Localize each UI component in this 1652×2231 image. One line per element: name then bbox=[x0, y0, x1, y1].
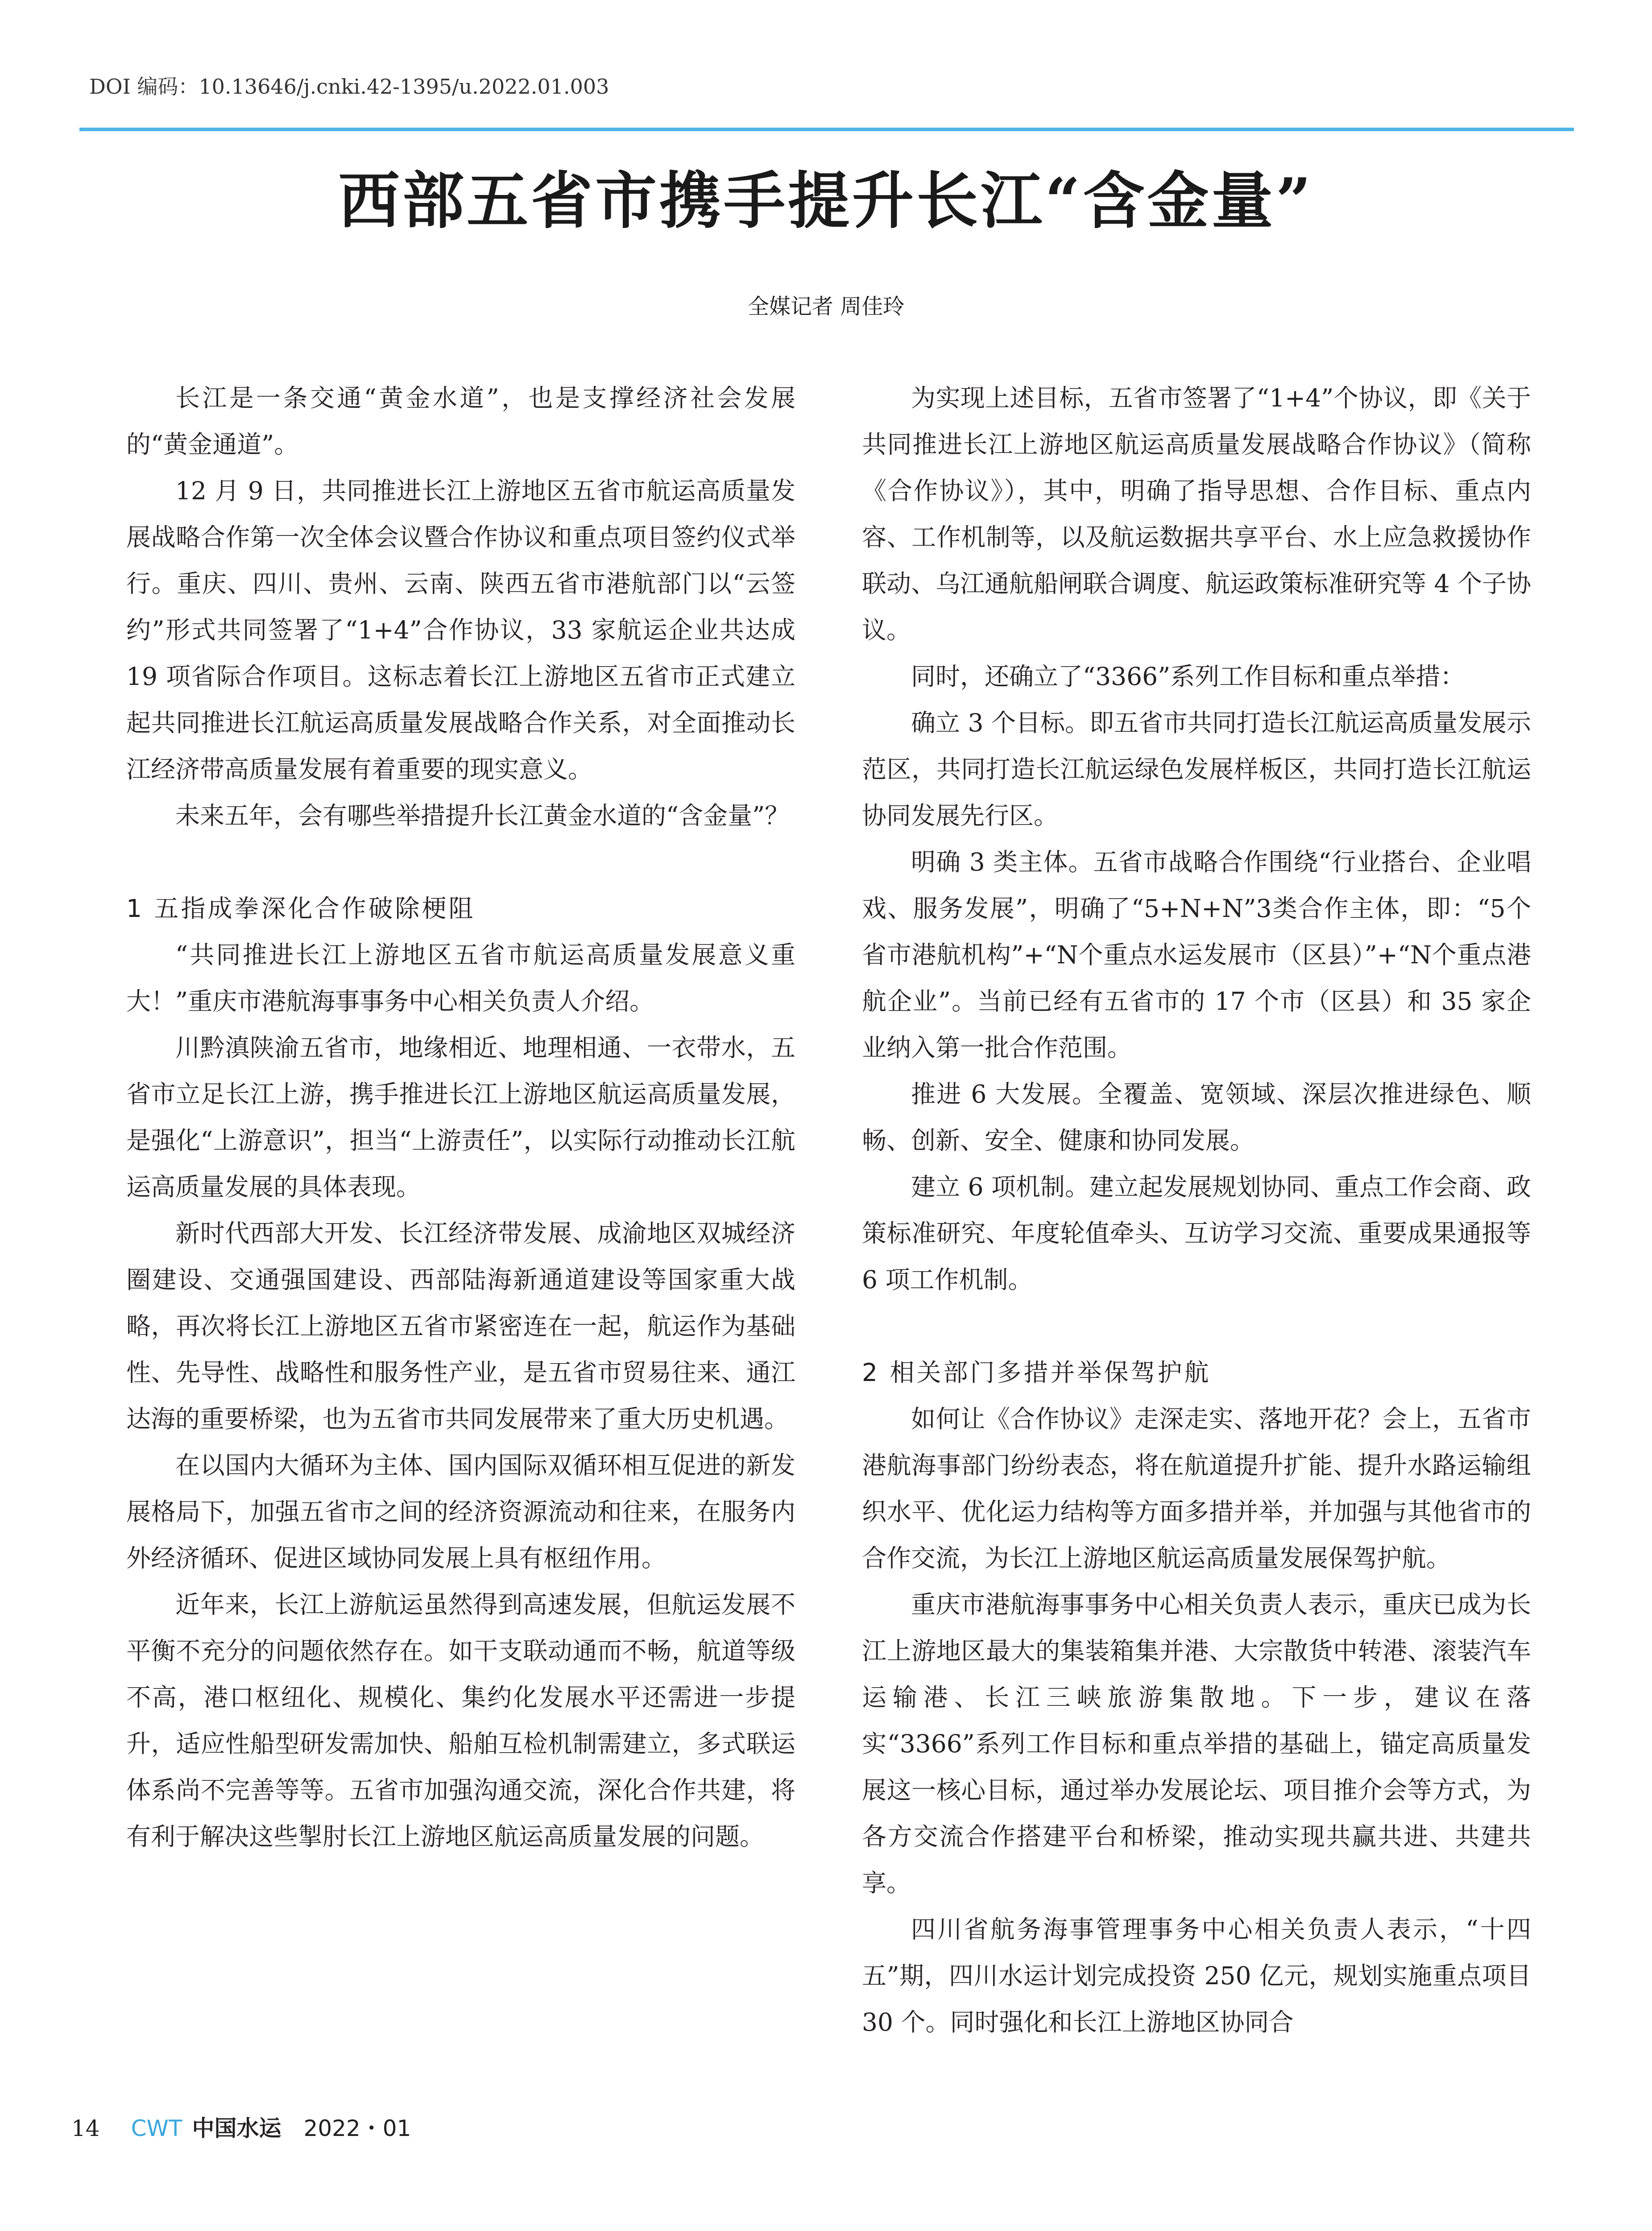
body-paragraph: 长江是一条交通“黄金水道”，也是支撑经济社会发展的“黄金通道”。 bbox=[126, 384, 795, 459]
page-footer bbox=[71, 2111, 411, 2143]
body-paragraph: 建立 6 项机制。建立起发展规划协同、重点工作会商、政策标准研究、年度轮值牵头、互访学习交流、重要成果通报等 6 项工作机制。 bbox=[862, 1173, 1531, 1294]
body-paragraph: 同时，还确立了“3366”系列工作目标和重点举措： bbox=[911, 662, 1465, 691]
magazine-name: 中国水运 bbox=[192, 2115, 282, 2141]
body-paragraph: 四川省航务海事管理事务中心相关负责人表示，“十四五”期，四川水运计划完成投资 250 亿元，规划实施重点项目 30 个。同时强化和长江上游地区协同合 bbox=[862, 1915, 1531, 2036]
section-gap bbox=[126, 839, 795, 885]
section-gap bbox=[862, 1303, 1531, 1349]
doi-code: DOI 编码：10.13646/j.cnki.42-1395/u.2022.01.003 bbox=[89, 75, 609, 99]
brand-logo-text: CWT bbox=[131, 2115, 182, 2141]
body-paragraph: “共同推进长江上游地区五省市航运高质量发展意义重大！”重庆市港航海事事务中心相关负责人介绍。 bbox=[126, 941, 795, 1016]
body-paragraph: 未来五年，会有哪些举措提升长江黄金水道的“含金量”？ bbox=[175, 801, 790, 830]
body-paragraph: 明确 3 类主体。五省市战略合作围绕“行业搭台、企业唱戏、服务发展”，明确了“5+N+N”3类合作主体，即：“5个省市港航机构”+“N个重点水运发展市（区县）”+“N个重点港航企业”。当前已经有五省市的 17 个市（区县）和 35 家企业纳入第一批合作范围。 bbox=[862, 848, 1531, 1062]
body-paragraph: 新时代西部大开发、长江经济带发展、成渝地区双城经济圈建设、交通强国建设、西部陆海新通道建设等国家重大战略，再次将长江上游地区五省市紧密连在一起，航运作为基础性、先导性、战略性和服务性产业，是五省市贸易往来、通江达海的重要桥梁，也为五省市共同发展带来了重大历史机遇。 bbox=[126, 1219, 795, 1433]
body-paragraph: 为实现上述目标，五省市签署了“1+4”个协议，即《关于共同推进长江上游地区航运高质量发展战略合作协议》（简称《合作协议》），其中，明确了指导思想、合作目标、重点内容、工作机制等，以及航运数据共享平台、水上应急救援协作联动、乌江通航船闸联合调度、航运政策标准研究等 4 个子协议。 bbox=[862, 384, 1531, 644]
section-heading: 2 相关部门多措并举保驾护航 bbox=[862, 1358, 1211, 1387]
issue-number: 2022・01 bbox=[303, 2115, 411, 2141]
body-paragraph: 川黔滇陕渝五省市，地缘相近、地理相通、一衣带水，五省市立足长江上游，携手推进长江上游地区航运高质量发展，是强化“上游意识”，担当“上游责任”，以实际行动推动长江航运高质量发展的具体表现。 bbox=[126, 1033, 795, 1201]
body-paragraph: 在以国内大循环为主体、国内国际双循环相互促进的新发展格局下，加强五省市之间的经济资源流动和往来，在服务内外经济循环、促进区域协同发展上具有枢纽作用。 bbox=[126, 1451, 795, 1572]
page-number: 14 bbox=[71, 2115, 100, 2141]
article-byline: 全媒记者 周佳玲 bbox=[747, 294, 905, 319]
body-paragraph: 推进 6 大发展。全覆盖、宽领域、深层次推进绿色、顺畅、创新、安全、健康和协同发展。 bbox=[862, 1080, 1531, 1155]
body-paragraph: 如何让《合作协议》走深走实、落地开花？会上，五省市港航海事部门纷纷表态，将在航道提升扩能、提升水路运输组织水平、优化运力结构等方面多措并举，并加强与其他省市的合作交流，为长江上游地区航运高质量发展保驾护航。 bbox=[862, 1405, 1531, 1572]
body-paragraph: 近年来，长江上游航运虽然得到高速发展，但航运发展不平衡不充分的问题依然存在。如干支联动通而不畅，航道等级不高，港口枢纽化、规模化、集约化发展水平还需进一步提升，适应性船型研发需加快、船舶互检机制需建立，多式联运体系尚不完善等等。五省市加强沟通交流，深化合作共建，将有利于解决这些掣肘长江上游地区航运高质量发展的问题。 bbox=[126, 1590, 795, 1851]
left-column bbox=[126, 375, 795, 1860]
section-heading: 1 五指成拳深化合作破除梗阻 bbox=[126, 894, 476, 923]
header-rule bbox=[79, 128, 1574, 131]
right-column bbox=[862, 375, 1531, 2045]
body-paragraph: 重庆市港航海事事务中心相关负责人表示，重庆已成为长江上游地区最大的集装箱集并港、大宗散货中转港、滚装汽车运输港、长江三峡旅游集散地。下一步，建议在落实“3366”系列工作目标和重点举措的基础上，锚定高质量发展这一核心目标，通过举办发展论坛、项目推介会等方式，为各方交流合作搭建平台和桥梁，推动实现共赢共进、共建共享。 bbox=[862, 1590, 1531, 1897]
article-title: 西部五省市携手提升长江“含金量” bbox=[338, 164, 1314, 237]
body-paragraph: 确立 3 个目标。即五省市共同打造长江航运高质量发展示范区，共同打造长江航运绿色发展样板区，共同打造长江航运协同发展先行区。 bbox=[862, 709, 1531, 830]
body-paragraph: 12 月 9 日，共同推进长江上游地区五省市航运高质量发展战略合作第一次全体会议暨合作协议和重点项目签约仪式举行。重庆、四川、贵州、云南、陕西五省市港航部门以“云签约”形式共同签署了“1+4”合作协议，33 家航运企业共达成 19 项省际合作项目。这标志着长江上游地区五省市正式建立起共同推进长江航运高质量发展战略合作关系，对全面推动长江经济带高质量发展有着重要的现实意义。 bbox=[126, 477, 795, 784]
